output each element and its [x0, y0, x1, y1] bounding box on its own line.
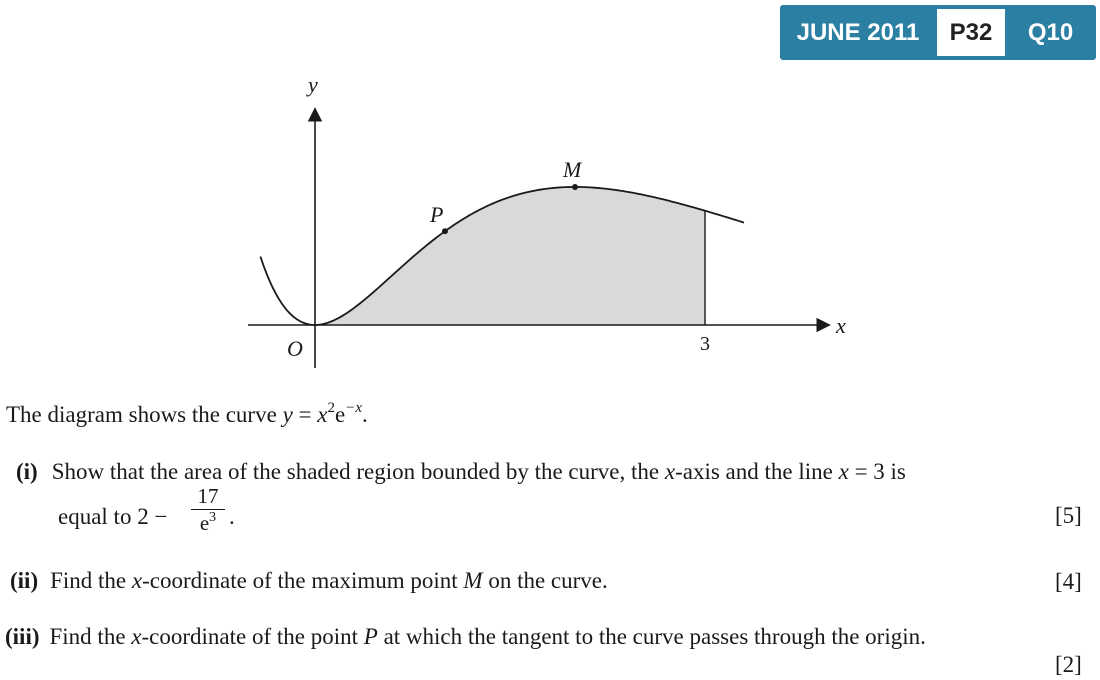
part-iii-number: (iii) [5, 624, 40, 649]
question-intro [6, 400, 368, 427]
part-iii-text-p: P [363, 624, 378, 649]
part-iii-text-b: -coordinate of the point [141, 624, 364, 649]
part-iii-text-c: at which the tangent to the curve passes through the origin. [377, 624, 926, 649]
part-ii-text-b: -coordinate of the maximum point [142, 568, 464, 593]
shaded-region [315, 187, 705, 325]
paper-code: P32 [937, 9, 1005, 56]
part-i-text-x1: x [664, 459, 676, 484]
part-iii [5, 625, 926, 648]
part-i-text-c: = 3 is [848, 459, 906, 484]
part-i-marks: [5] [1055, 503, 1082, 528]
fraction-denominator [190, 512, 226, 534]
intro-eq-square: 2 [327, 400, 335, 416]
part-ii-text-a: Find the [50, 568, 132, 593]
fraction-denominator-base: e [199, 511, 210, 535]
part-ii [10, 569, 608, 592]
intro-eq-e: e [334, 402, 346, 427]
part-ii-text-c: on the curve. [482, 568, 608, 593]
point-m-label: M [563, 157, 582, 182]
intro-eq-exponent: −x [345, 400, 362, 416]
intro-eq-y: y [282, 402, 293, 427]
part-ii-text-x: x [131, 568, 143, 593]
part-i-text-x2: x [838, 459, 849, 484]
fraction-numerator: 17 [197, 484, 219, 508]
point-p-label: P [430, 202, 444, 227]
intro-eq-equals: = [292, 402, 318, 427]
part-i-line-2-end: . [229, 504, 235, 529]
intro-text: The diagram shows the curve [6, 402, 283, 427]
part-i-line-2: equal to 2 − [58, 504, 168, 529]
point-m [572, 184, 578, 190]
part-iii-marks: [2] [1055, 652, 1082, 677]
fraction-bar [191, 509, 225, 510]
origin-label: O [287, 336, 303, 361]
intro-suffix: . [361, 402, 368, 427]
part-i-text-a: Show that the area of the shaded region bounded by the curve, the [51, 459, 665, 484]
x-tick-label: 3 [700, 333, 710, 355]
question-number: Q10 [1027, 18, 1074, 46]
part-iii-text-a: Find the [49, 624, 132, 649]
x-axis-label: x [836, 313, 846, 338]
part-ii-number: (ii) [10, 568, 39, 593]
part-ii-text-m: M [463, 568, 483, 593]
part-i-text-b: -axis and the line [675, 459, 839, 484]
fraction-17-over-e-cubed [190, 484, 226, 534]
part-i-number: (i) [16, 459, 38, 484]
part-i-line-1 [16, 460, 906, 483]
intro-eq-x: x [317, 402, 328, 427]
fraction-denominator-exponent: 3 [209, 510, 217, 525]
y-axis-label: y [308, 72, 318, 97]
part-iii-text-x: x [131, 624, 142, 649]
part-ii-marks: [4] [1055, 569, 1082, 594]
exam-date: JUNE 2011 [796, 18, 920, 46]
point-p [442, 228, 448, 234]
